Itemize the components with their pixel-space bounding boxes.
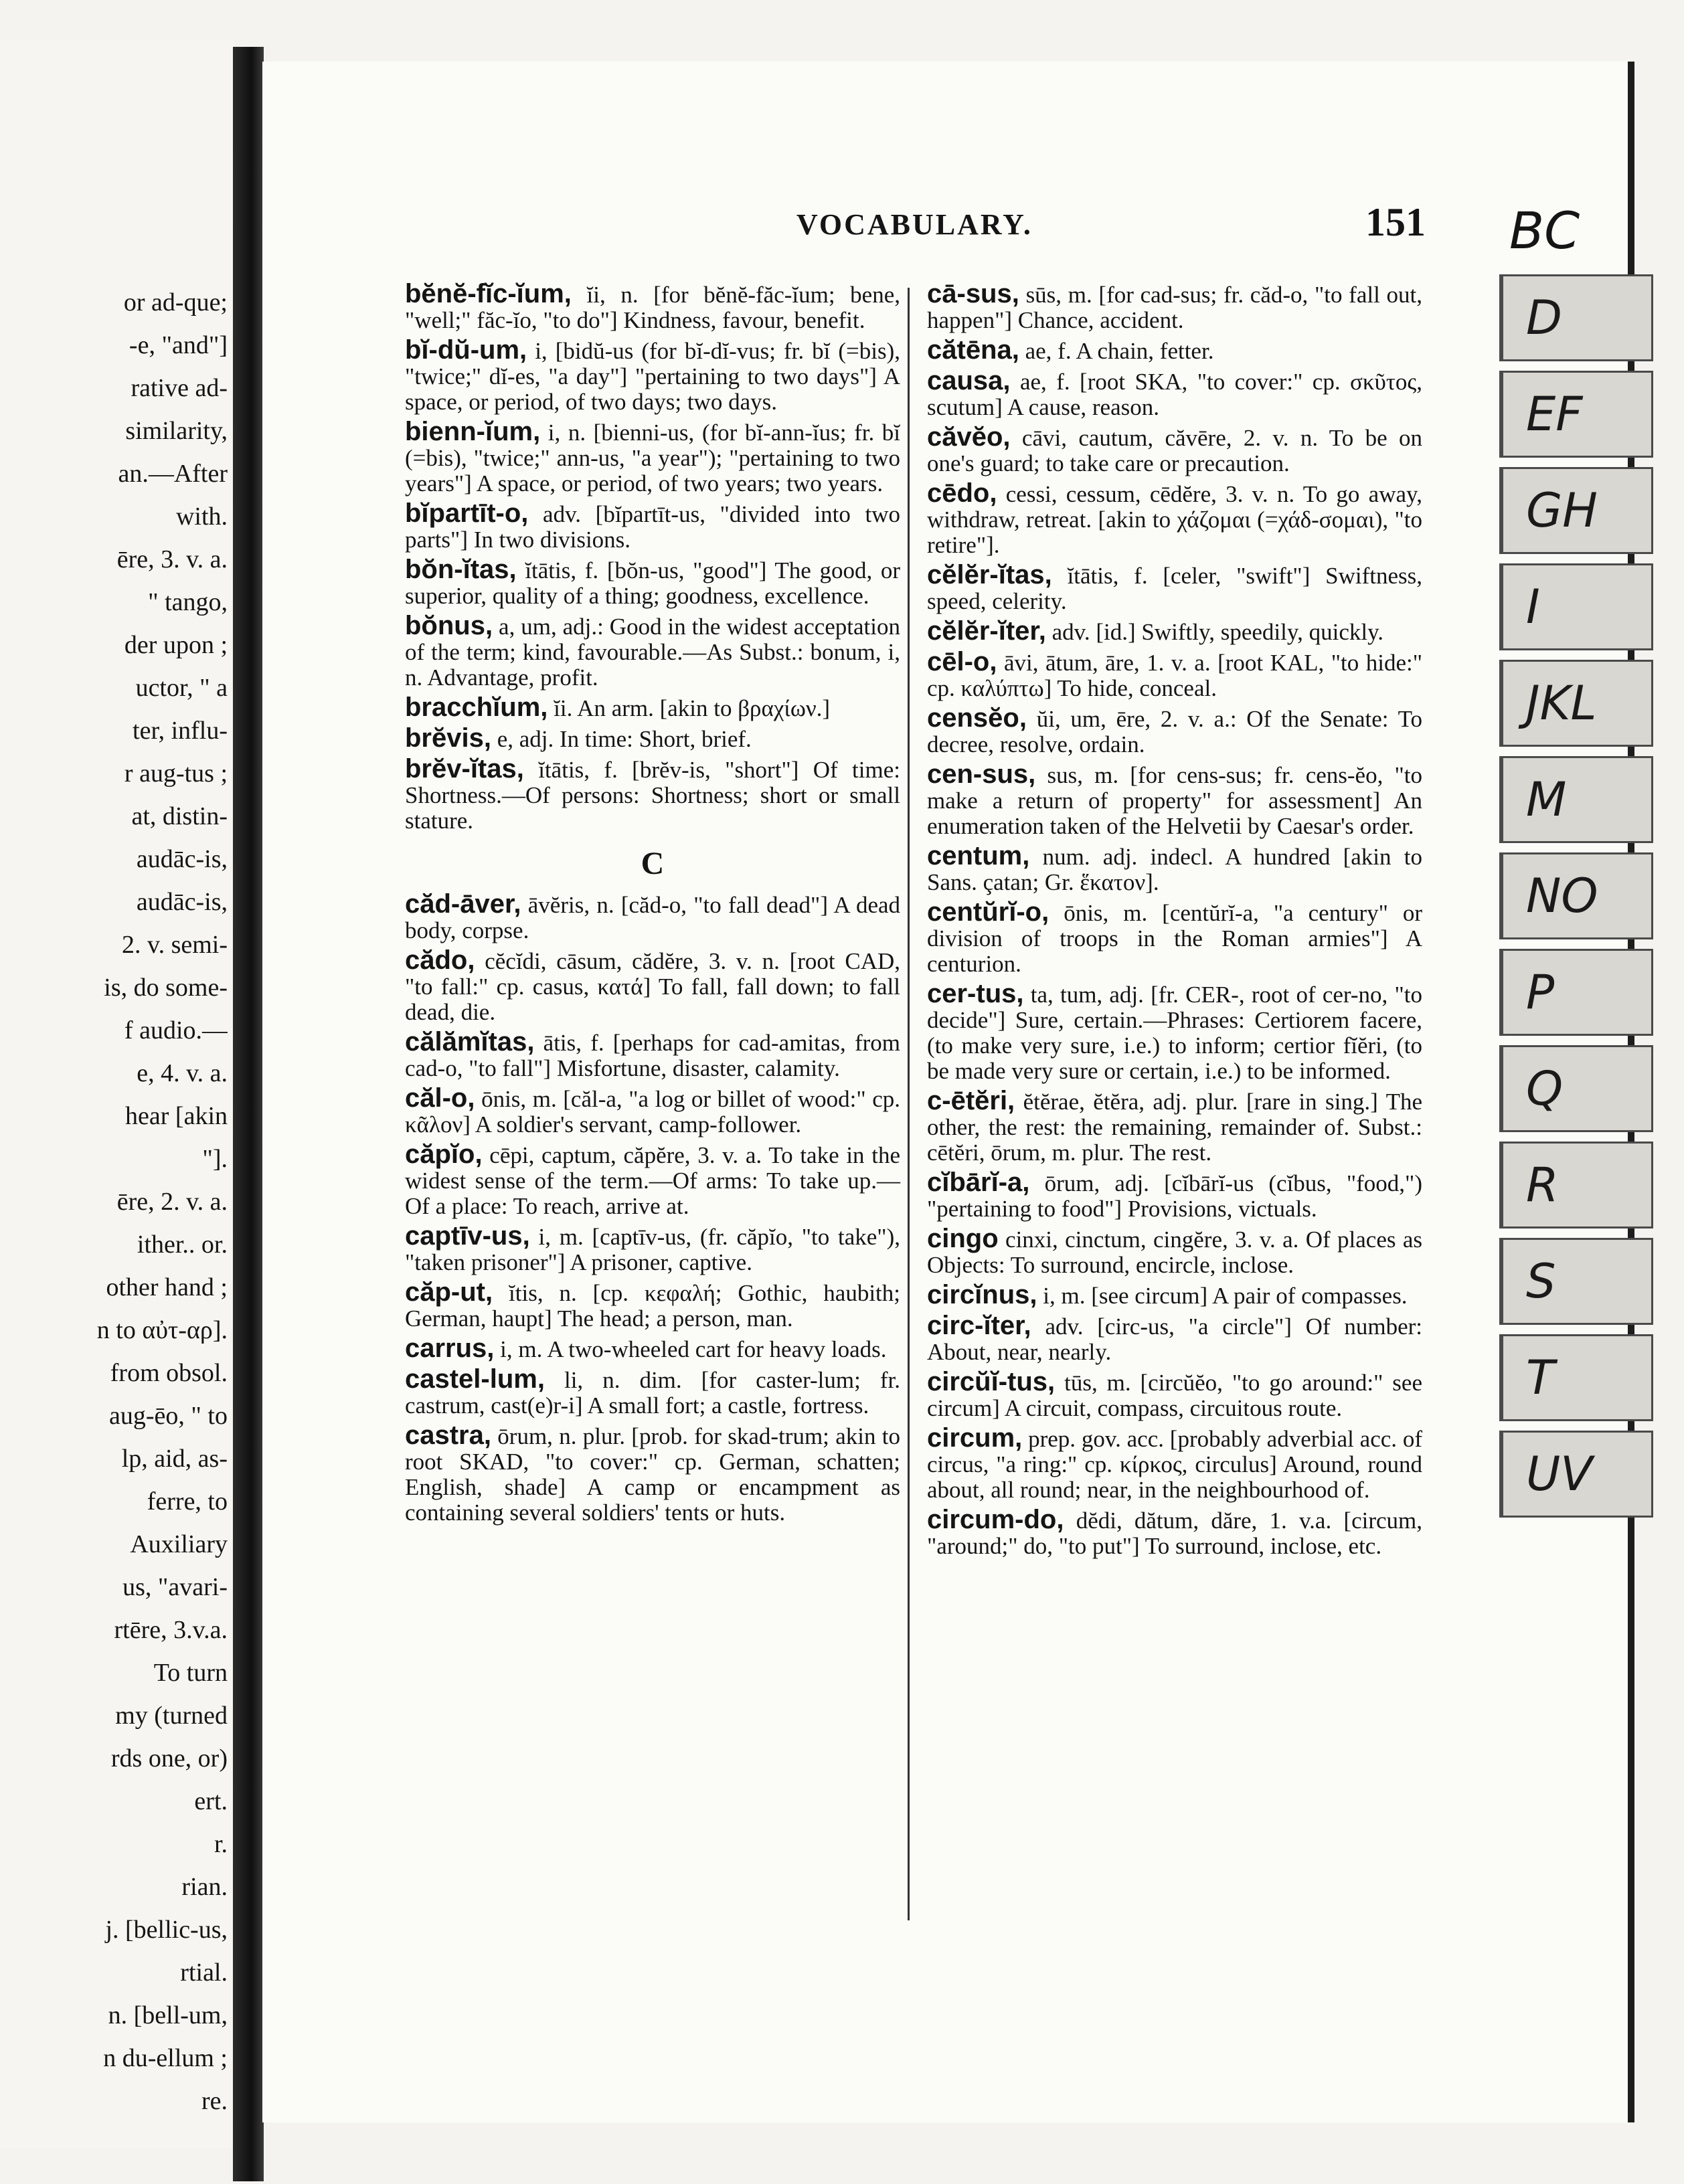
tab-label[interactable]: D <box>1499 274 1653 361</box>
column-left <box>405 281 900 1530</box>
entry-definition: ĭtātis, f. [celer, "swift"] Swiftness, speed, celerity. <box>927 563 1423 614</box>
entry-headword: cĕlĕr-ĭter, <box>927 616 1046 646</box>
entry-headword: castel-lum, <box>405 1364 545 1394</box>
left-page-fragment: an.—After <box>118 460 228 488</box>
running-head: VOCABULARY. <box>796 208 1033 241</box>
left-page-fragment: n du-ellum ; <box>103 2044 228 2072</box>
left-page-fragment: my (turned <box>115 1702 228 1730</box>
tab-label[interactable]: UV <box>1499 1431 1653 1518</box>
left-page-fragment: r aug-tus ; <box>124 759 228 788</box>
entry-definition: i, m. A two-wheeled cart for heavy loads. <box>500 1336 887 1362</box>
dictionary-entry <box>927 618 1422 645</box>
dictionary-entry <box>405 891 900 943</box>
dictionary-entry <box>405 557 900 609</box>
left-page-fragment: rian. <box>181 1873 228 1901</box>
entry-definition: ae, f. [root SKA, "to cover:" cp. σκῦτος, scutum] A cause, reason. <box>927 369 1423 420</box>
left-page-fragment: e, 4. v. a. <box>137 1059 228 1087</box>
dictionary-entry <box>405 695 900 721</box>
entry-headword: centŭrĭ-o, <box>927 897 1049 927</box>
entry-definition: ōnis, m. [căl-a, "a log or billet of wood:" cp. κᾶλον] A soldier's servant, camp-follower. <box>405 1086 900 1138</box>
tab-label[interactable]: JKL <box>1499 660 1653 747</box>
dictionary-entry <box>405 725 900 752</box>
entry-definition: sus, m. [for cens-sus; fr. cens-ĕo, "to make a return of property" for assessment] An enumeration taken of the Helvetii by Caesar's order. <box>927 762 1422 839</box>
dictionary-entry <box>405 613 900 691</box>
page-number: 151 <box>1365 200 1426 244</box>
dictionary-entry <box>405 1142 900 1219</box>
entry-definition: e, adj. In time: Short, brief. <box>497 726 752 752</box>
left-page-fragment: " tango, <box>148 588 228 616</box>
left-page-fragment: audāc-is, <box>136 845 228 873</box>
entry-definition: ōrum, n. plur. [prob. for skad-trum; akin to root SKAD, "to cover:" cp. German, schatten; English, shade] A camp or encampment as containing several soldiers' tents or huts. <box>405 1423 900 1526</box>
left-page-fragment: ert. <box>194 1787 228 1815</box>
entry-headword: captīv-us, <box>405 1221 530 1251</box>
tab-label[interactable]: R <box>1499 1142 1653 1228</box>
dictionary-entry <box>405 1279 900 1332</box>
left-page-fragment: audāc-is, <box>136 888 228 916</box>
left-page-fragment: n. [bell-um, <box>108 2001 228 2029</box>
dictionary-entry <box>927 368 1422 420</box>
dictionary-entry <box>405 947 900 1025</box>
thumb-index-tabs <box>1499 274 1653 1527</box>
entry-definition: i, m. [captīv-us, (fr. căpĭo, "to take"), "taken prisoner"] A prisoner, captive. <box>405 1224 900 1275</box>
entry-headword: bracchĭum, <box>405 693 548 722</box>
dictionary-entry <box>927 1170 1422 1222</box>
dictionary-entry <box>927 1088 1422 1166</box>
dictionary-entry <box>927 899 1422 977</box>
left-page-fragment: rative ad- <box>131 374 228 402</box>
tab-label-bc[interactable]: BC <box>1509 201 1580 260</box>
entry-headword: căp-ut, <box>405 1277 493 1307</box>
left-page-fragment: Auxiliary <box>130 1530 228 1558</box>
entry-definition: ĭtātis, f. [bŏn-us, "good"] The good, or superior, quality of a thing; goodness, excellence. <box>405 557 901 609</box>
left-page-fragment: ither.. or. <box>137 1231 228 1259</box>
dictionary-entry <box>405 1029 900 1081</box>
tab-label[interactable]: EF <box>1499 371 1653 458</box>
entry-headword: censĕo, <box>927 703 1027 733</box>
dictionary-entry <box>927 1313 1422 1365</box>
dictionary-entry <box>927 480 1422 558</box>
entry-headword: cēl-o, <box>927 647 997 676</box>
dictionary-entry <box>405 419 900 496</box>
left-page-fragment: j. [bellic-us, <box>105 1916 228 1944</box>
tab-label[interactable]: T <box>1499 1334 1653 1421</box>
entry-headword: bŏnus, <box>405 611 493 640</box>
dictionary-entry <box>405 1336 900 1362</box>
entry-definition: i, m. [see circum] A pair of compasses. <box>1043 1283 1408 1309</box>
entry-headword: causa, <box>927 366 1011 395</box>
entry-definition: cēpi, captum, căpĕre, 3. v. a. To take in the widest sense of the term.—Of arms: To take up.—Of a place: To reach, arrive at. <box>405 1142 901 1219</box>
entry-headword: bĭpartīt-o, <box>405 498 529 528</box>
left-page-fragment: lp, aid, as- <box>121 1445 228 1473</box>
left-page-fragment: ferre, to <box>147 1487 228 1516</box>
entry-headword: căl-o, <box>405 1083 475 1113</box>
column-divider <box>908 288 910 1920</box>
entry-headword: brĕvis, <box>405 723 491 753</box>
entry-definition: i, [bidŭ-us (for bĭ-dĭ-vus; fr. bĭ (=bis), "twice;" dĭ-es, "a day"] "pertaining to two days"] A space, or period, of two days; two days. <box>405 338 901 415</box>
entry-headword: circŭĭ-tus, <box>927 1367 1056 1396</box>
entry-definition: ta, tum, adj. [fr. CER-, root of cer-no, "to decide"] Sure, certain.—Phrases: Certiorem facere, (to make very sure, i.e.) to inform; certior fĭĕri, (to be made very sure or certain, i.e.) to be informed. <box>927 982 1423 1084</box>
entry-headword: circ-ĭter, <box>927 1311 1031 1340</box>
tab-label[interactable]: Q <box>1499 1045 1653 1132</box>
dictionary-entry <box>405 1366 900 1419</box>
entry-headword: cădo, <box>405 945 475 975</box>
entry-headword: bĕnĕ-fĭc-ĭum, <box>405 279 572 308</box>
left-page-fragment: 2. v. semi- <box>122 931 228 959</box>
entry-definition: adv. [bĭpartīt-us, "divided into two parts"] In two divisions. <box>405 501 901 553</box>
tab-label[interactable]: NO <box>1499 852 1653 939</box>
entry-definition: prep. gov. acc. [probably adverbial acc. of circus, "a ring:" cp. κίρκος, circulus] Around, round about, all round; near, in the neighbourhood of. <box>927 1426 1423 1503</box>
entry-definition: ĭi. An arm. [akin to βραχίων.] <box>554 695 831 721</box>
entry-headword: căvĕo, <box>927 422 1011 452</box>
left-page-fragment: ēre, 2. v. a. <box>116 1188 228 1216</box>
dictionary-entry <box>927 562 1422 614</box>
left-page-fragment: ēre, 3. v. a. <box>116 545 228 573</box>
left-page-fragment: rds one, or) <box>110 1744 228 1772</box>
left-page-fragment: similarity, <box>125 417 228 445</box>
left-page-fragment: hear [akin <box>125 1102 228 1130</box>
entry-headword: bĭ-dŭ-um, <box>405 335 527 365</box>
tab-label[interactable]: I <box>1499 563 1653 650</box>
entry-definition: sūs, m. [for cad-sus; fr. căd-o, "to fall out, happen"] Chance, accident. <box>927 282 1422 333</box>
tab-label[interactable]: S <box>1499 1238 1653 1325</box>
entry-definition: ōrum, adj. [cĭbārĭ-us (cĭbus, "food,") "pertaining to food"] Provisions, victuals. <box>927 1170 1422 1222</box>
dictionary-entry <box>405 1423 900 1526</box>
entry-definition: ĭi, n. [for bĕnĕ-făc-ĭum; bene, "well;" făc-ĭo, "to do"] Kindness, favour, benefit. <box>405 282 901 333</box>
tab-label[interactable]: GH <box>1499 467 1653 554</box>
entry-definition: cessi, cessum, cēdĕre, 3. v. n. To go away, withdraw, retreat. [akin to χάζομαι (=χάδ-σομαι), "to retire"]. <box>927 481 1423 558</box>
entry-headword: bienn-ĭum, <box>405 417 541 446</box>
entry-definition: ae, f. A chain, fetter. <box>1025 338 1214 364</box>
entry-definition: tūs, m. [circŭĕo, "to go around:" see circum] A circuit, compass, circuitous route. <box>927 1370 1422 1421</box>
dictionary-entry <box>927 1226 1422 1278</box>
entry-headword: centum, <box>927 841 1030 871</box>
left-page-fragment: from obsol. <box>110 1359 228 1387</box>
entry-definition: ŭi, um, ēre, 2. v. a.: Of the Senate: To decree, resolve, ordain. <box>927 706 1423 757</box>
left-page-fragment: rtial. <box>180 1959 228 1987</box>
entry-definition: a, um, adj.: Good in the widest acceptation of the term; kind, favourable.—As Subst.: bonum, i, n. Advantage, profit. <box>405 614 901 691</box>
entry-headword: cēdo, <box>927 478 997 508</box>
dictionary-entry <box>927 1369 1422 1421</box>
entry-definition: āvĕris, n. [căd-o, "to fall dead"] A dead body, corpse. <box>405 892 901 943</box>
dictionary-entry <box>405 1085 900 1138</box>
dictionary-entry <box>927 705 1422 757</box>
entry-headword: căd-āver, <box>405 889 521 919</box>
entry-headword: circĭnus, <box>927 1280 1037 1309</box>
left-page-fragment: with. <box>175 503 228 531</box>
entry-definition: ātis, f. [perhaps for cad-amitas, from cad-o, "to fall"] Misfortune, disaster, calamity. <box>405 1030 900 1081</box>
left-page-fragment: f audio.— <box>124 1016 228 1044</box>
entry-definition: cinxi, cinctum, cingĕre, 3. v. a. Of places as Objects: To surround, encircle, inclose. <box>927 1226 1422 1278</box>
dictionary-entry <box>405 500 900 553</box>
tab-label[interactable]: P <box>1499 949 1653 1036</box>
dictionary-entry <box>927 1425 1422 1503</box>
book-spine <box>233 47 264 2181</box>
dictionary-entry <box>405 1223 900 1275</box>
dictionary-entry <box>405 756 900 834</box>
left-page-fragment: der upon ; <box>124 631 228 659</box>
entry-definition: cāvi, cautum, căvēre, 2. v. n. To be on one's guard; to take care or precaution. <box>927 425 1423 476</box>
left-page-fragment: To turn <box>153 1659 228 1687</box>
left-page-fragment: rtēre, 3.v.a. <box>114 1616 228 1644</box>
entry-definition: li, n. dim. [for caster-lum; fr. castrum, cast(e)r-i] A small fort; a castle, fortress. <box>405 1367 900 1419</box>
entry-definition: adv. [circ-us, "a circle"] Of number: About, near, nearly. <box>927 1313 1423 1365</box>
entry-definition: adv. [id.] Swiftly, speedily, quickly. <box>1051 619 1384 645</box>
dictionary-entry <box>927 761 1422 839</box>
left-page-fragment: us, "avari- <box>122 1573 228 1601</box>
column-right <box>927 281 1422 1563</box>
entry-headword: brĕv-ĭtas, <box>405 754 524 784</box>
entry-definition: cĕcĭdi, cāsum, cădĕre, 3. v. n. [root CAD, "to fall:" cp. casus, κατά] To fall, fall down; to fall dead, die. <box>405 948 901 1025</box>
left-page-fragment: "]. <box>202 1145 228 1173</box>
tab-label[interactable]: M <box>1499 756 1653 843</box>
left-page-fragment: is, do some- <box>104 974 228 1002</box>
left-page-fragment: or ad-que; <box>123 288 228 316</box>
left-page-fragment: -e, "and"] <box>129 331 228 359</box>
left-page-fragment: ter, influ- <box>133 717 228 745</box>
entry-headword: călămĭtas, <box>405 1027 535 1057</box>
entry-definition: i, n. [bienni-us, (for bĭ-ann-ĭus; fr. bĭ (=bis), "twice;" ann-us, "a year"); "pertaining to two years"] A space, or period, of two years; two years. <box>405 420 900 496</box>
entries-before <box>405 281 900 834</box>
dictionary-entry <box>927 281 1422 333</box>
left-page-fragment: aug-ēo, " to <box>109 1402 228 1430</box>
entry-definition: ĭtis, n. [cp. κεφαλή; Gothic, haubith; German, haupt] The head; a person, man. <box>405 1280 901 1332</box>
entry-headword: cā-sus, <box>927 279 1019 308</box>
entry-definition: ōnis, m. [centŭrĭ-a, "a century" or division of troops in the Roman armies"] A centurion. <box>927 900 1422 977</box>
dictionary-entry <box>927 843 1422 895</box>
left-page-fragment: uctor, " a <box>135 674 228 702</box>
entry-headword: cingo <box>927 1224 999 1253</box>
entry-headword: căpĭo, <box>405 1140 483 1169</box>
entry-headword: c-ētĕri, <box>927 1086 1015 1115</box>
entry-headword: castra, <box>405 1421 491 1450</box>
entry-headword: cĕlĕr-ĭtas, <box>927 560 1052 589</box>
dictionary-entry <box>927 649 1422 701</box>
dictionary-entry <box>927 424 1422 476</box>
entry-headword: cen-sus, <box>927 759 1036 789</box>
dictionary-entry <box>927 337 1422 364</box>
entry-headword: circum, <box>927 1423 1023 1453</box>
section-letter-c: C <box>641 846 665 881</box>
entry-headword: circum-do, <box>927 1505 1064 1534</box>
entry-definition: num. adj. indecl. A hundred [akin to Sans. çatan; Gr. ἕκατον]. <box>927 844 1422 895</box>
entry-definition: ĕtĕrae, ĕtĕra, adj. plur. [rare in sing.] The other, the rest: the remaining, remainder of. Subst.: cētĕri, ōrum, m. plur. The rest. <box>927 1089 1423 1166</box>
facing-left-page <box>0 40 234 2148</box>
entries-after <box>405 891 900 1526</box>
dictionary-entry <box>405 281 900 333</box>
dictionary-entry <box>927 1282 1422 1309</box>
entry-definition: dĕdi, dătum, dăre, 1. v.a. [circum, "around;" do, "to put"] To surround, inclose, etc. <box>927 1508 1422 1559</box>
left-page-fragment: other hand ; <box>106 1273 228 1301</box>
dictionary-entry <box>405 337 900 415</box>
entry-headword: cătēna, <box>927 335 1019 365</box>
dictionary-entry <box>927 1507 1422 1559</box>
left-page-fragment: re. <box>201 2087 228 2115</box>
entry-headword: cĭbārĭ-a, <box>927 1168 1030 1197</box>
left-page-fragment: r. <box>214 1830 228 1858</box>
left-page-fragment: at, distin- <box>131 802 228 830</box>
entry-headword: cer-tus, <box>927 979 1024 1008</box>
entry-definition: ĭtātis, f. [brĕv-is, "short"] Of time: Shortness.—Of persons: Shortness; short or small stature. <box>405 757 900 834</box>
entry-definition: āvi, ātum, āre, 1. v. a. [root KAL, "to hide:" cp. καλύπτω] To hide, conceal. <box>927 650 1422 701</box>
entry-headword: bŏn-ĭtas, <box>405 555 517 584</box>
dictionary-entry <box>927 981 1422 1084</box>
entry-headword: carrus, <box>405 1334 495 1363</box>
left-page-fragment: n to αὐτ-αρ]. <box>96 1316 228 1344</box>
